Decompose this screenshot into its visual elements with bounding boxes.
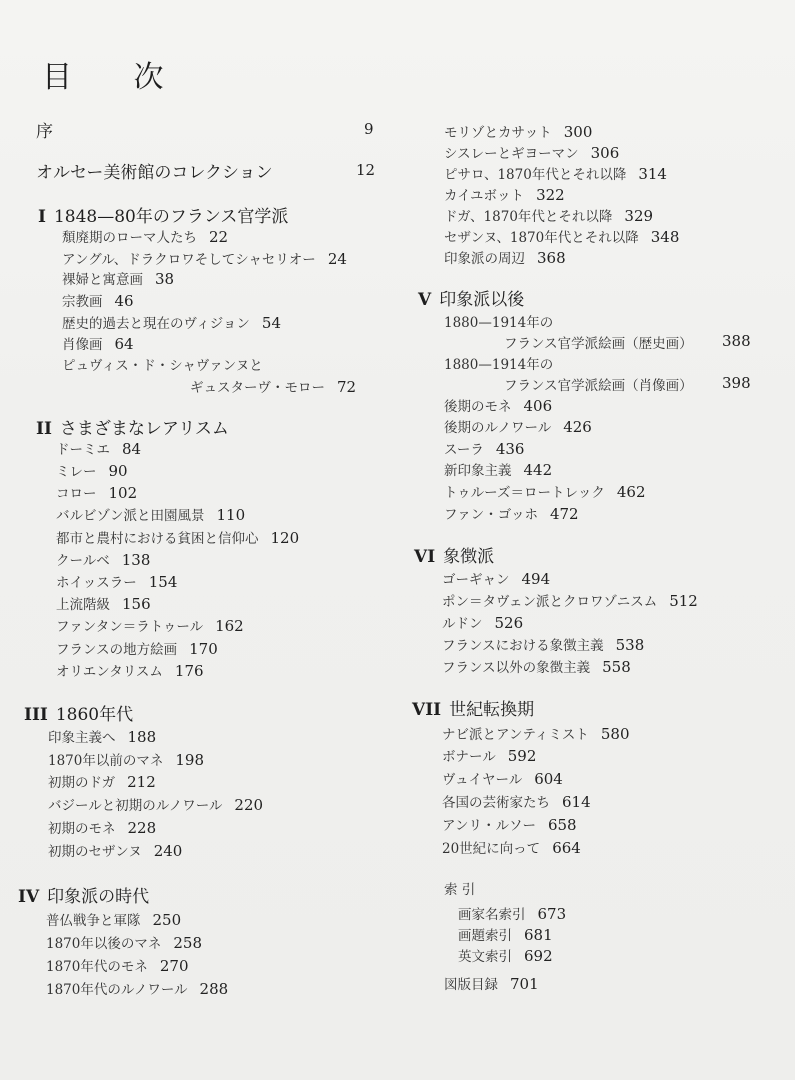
toc-entry[interactable] (48, 840, 182, 860)
entry-page: 692 (524, 947, 553, 965)
toc-entry[interactable] (56, 638, 218, 658)
collection-title[interactable]: オルセー美術館のコレクション (36, 163, 273, 183)
entry-page: 138 (121, 551, 151, 569)
entry-title: ゴーギャン (442, 572, 510, 588)
entry-page: 38 (155, 270, 175, 288)
entry-page: 614 (562, 793, 591, 811)
toc-entry[interactable] (56, 571, 177, 591)
entry-page: 84 (122, 440, 142, 458)
entry-title: 画家名索引 (458, 907, 526, 923)
entry-page: 120 (270, 529, 300, 547)
preface-page: 9 (364, 120, 374, 138)
entry-title: コロー (56, 486, 97, 502)
entry-page: 188 (127, 728, 157, 746)
entry-page: 102 (108, 484, 138, 502)
entry-title: 初期のセザンヌ (48, 844, 142, 860)
entry-page: 398 (722, 374, 751, 392)
toc-entry[interactable] (504, 332, 693, 352)
entry-title: 新印象主義 (444, 463, 512, 479)
toc-entry[interactable] (442, 590, 698, 610)
entry-title: 1870年代のモネ (46, 959, 148, 975)
section-5-title: 印象派以後 (439, 290, 525, 310)
entry-page: 426 (563, 418, 592, 436)
entry-title: セザンヌ、1870年代とそれ以降 (444, 230, 639, 246)
index-heading[interactable]: 索 引 (444, 882, 476, 898)
entry-title: 印象主義へ (48, 730, 116, 746)
toc-entry[interactable] (56, 593, 151, 613)
entry-page: 250 (152, 911, 182, 929)
toc-entry[interactable] (48, 817, 156, 837)
entry-page: 592 (507, 747, 537, 765)
entry-page: 90 (108, 462, 128, 480)
entry-title: 裸婦と寓意画 (62, 272, 143, 288)
entry-page: 388 (722, 332, 751, 350)
toc-entry[interactable] (444, 205, 653, 225)
entry-title: 画題索引 (458, 928, 512, 944)
entry-title: 1870年代のルノワール (46, 982, 188, 998)
entry-title: ピュヴィス・ド・シャヴァンヌと (62, 358, 263, 374)
section-6-heading[interactable] (414, 542, 494, 567)
entry-page: 54 (261, 314, 282, 332)
entry-page: 558 (602, 658, 631, 676)
entry-title: 英文索引 (458, 949, 512, 965)
section-3-title: 1860年代 (55, 705, 134, 725)
toc-entry[interactable] (62, 226, 228, 246)
section-1-title: 1848—80年のフランス官学派 (53, 207, 289, 227)
toc-entry[interactable] (56, 660, 204, 680)
toc-entry[interactable] (442, 768, 563, 788)
toc-entry[interactable] (442, 814, 577, 834)
toc-entry[interactable] (458, 924, 553, 944)
entry-title: ポン＝タヴェン派とクロワゾニスム (442, 594, 658, 610)
toc-entry[interactable] (444, 163, 667, 183)
toc-entry[interactable] (442, 723, 630, 743)
toc-entry[interactable] (444, 311, 553, 331)
entry-page: 406 (523, 397, 553, 415)
toc-entry[interactable] (56, 549, 150, 569)
entry-page: 538 (615, 636, 645, 654)
toc-entry[interactable] (62, 312, 281, 332)
entry-title: 上流階級 (56, 597, 110, 613)
toc-entry[interactable] (62, 333, 134, 353)
entry-title: 普仏戦争と軍隊 (46, 913, 141, 929)
toc-entry[interactable] (458, 903, 566, 923)
toc-entry[interactable] (56, 615, 244, 635)
toc-entry[interactable] (48, 794, 263, 814)
entry-page: 472 (549, 505, 579, 523)
entry-page: 212 (127, 773, 156, 791)
entry-title: 1880—1914年の (444, 315, 554, 331)
entry-title: 印象派の周辺 (444, 251, 525, 267)
entry-page: 368 (537, 249, 566, 267)
entry-page: 170 (189, 640, 218, 658)
toc-entry[interactable] (48, 771, 156, 791)
toc-entry[interactable] (444, 184, 565, 204)
entry-page: 228 (127, 819, 157, 837)
entry-title: ファンタン＝ラトゥール (56, 619, 204, 635)
section-2-heading[interactable] (36, 414, 229, 439)
entry-title: 都市と農村における貧困と信仰心 (56, 531, 259, 547)
toc-entry[interactable] (56, 527, 299, 547)
entry-title: ナビ派とアンティミスト (442, 727, 589, 743)
entry-page: 314 (638, 165, 667, 183)
entry-title: ギュスターヴ・モロー (190, 380, 325, 396)
entry-title: 20世紀に向って (442, 841, 541, 857)
toc-entry[interactable] (46, 955, 189, 975)
section-5-heading[interactable] (418, 285, 524, 310)
entry-title: アンリ・ルソー (442, 818, 536, 834)
toc-entry[interactable] (442, 837, 581, 857)
entry-page: 258 (173, 934, 202, 952)
toc-entry[interactable] (190, 376, 356, 396)
entry-title: 1870年以前のマネ (48, 753, 164, 769)
toc-entry[interactable] (442, 568, 550, 588)
entry-page: 494 (521, 570, 551, 588)
page-title: 目 次 (42, 60, 190, 95)
entry-title: オリエンタリスム (56, 664, 163, 680)
toc-entry[interactable] (442, 634, 644, 654)
section-6-num: VI (414, 547, 436, 567)
section-4-num: IV (18, 887, 40, 907)
entry-page: 72 (337, 378, 357, 396)
entry-page: 240 (153, 842, 183, 860)
toc-entry[interactable] (62, 290, 134, 310)
toc-entry[interactable] (444, 142, 619, 162)
entry-page: 220 (234, 796, 264, 814)
toc-entry[interactable] (442, 612, 523, 632)
section-4-heading[interactable] (18, 882, 149, 907)
entry-title: 後期のモネ (444, 399, 512, 415)
section-6-title: 象徴派 (443, 547, 495, 567)
section-1-heading[interactable] (38, 202, 288, 227)
entry-title: 各国の芸術家たち (442, 795, 550, 811)
collection-page: 12 (356, 161, 376, 179)
entry-title: 肖像画 (62, 337, 103, 353)
entry-title: クールベ (56, 553, 110, 569)
section-7-num: VII (412, 700, 442, 720)
entry-page: 270 (159, 957, 189, 975)
entry-page: 681 (524, 926, 553, 944)
entry-title: 初期のモネ (48, 821, 116, 837)
entry-page: 604 (534, 770, 563, 788)
entry-title: トゥルーズ＝ロートレック (444, 485, 605, 501)
entry-title: ドガ、1870年代とそれ以降 (444, 209, 613, 225)
toc-entry[interactable] (46, 932, 202, 952)
entry-page: 24 (327, 250, 347, 268)
toc-entry[interactable] (442, 745, 536, 765)
entry-page: 46 (114, 292, 134, 310)
entry-page: 22 (209, 228, 229, 246)
entry-title: ミレー (56, 464, 97, 480)
entry-page: 306 (590, 144, 620, 162)
entry-page: 110 (216, 506, 246, 524)
entry-page: 436 (495, 440, 525, 458)
toc-entry[interactable] (62, 354, 263, 374)
entry-title: 1870年以後のマネ (46, 936, 162, 952)
toc-entry[interactable] (48, 726, 156, 746)
entry-title: 頽廃期のローマ人たち (62, 230, 197, 246)
entry-title: アングル、ドラクロワそしてシャセリオー (62, 252, 316, 268)
toc-entry[interactable] (62, 268, 174, 288)
entry-title: 歴史的過去と現在のヴィジョン (62, 316, 250, 332)
toc-entry[interactable] (444, 121, 592, 141)
section-2-title: さまざまなレアリスム (59, 419, 229, 439)
entry-page: 580 (600, 725, 630, 743)
toc-entry[interactable] (444, 459, 552, 479)
entry-title: シスレーとギヨーマン (444, 146, 579, 162)
entry-page: 64 (114, 335, 134, 353)
entry-title: フランスの地方絵画 (56, 642, 178, 658)
toc-entry[interactable] (504, 374, 693, 394)
entry-page: 462 (616, 483, 646, 501)
entry-title: 初期のドガ (48, 775, 116, 791)
section-5-num: V (418, 290, 432, 310)
toc-entry[interactable] (46, 978, 228, 998)
entry-page: 664 (552, 839, 581, 857)
entry-title: ボナール (442, 749, 496, 765)
toc-entry[interactable] (56, 504, 245, 524)
entry-page: 526 (494, 614, 524, 632)
toc-entry[interactable] (62, 248, 347, 268)
entry-title: バルビゾン派と田園風景 (56, 508, 205, 524)
entry-title: ホイッスラー (56, 575, 137, 591)
entry-title: 後期のルノワール (444, 420, 552, 436)
toc-entry[interactable] (56, 482, 137, 502)
entry-page: 348 (650, 228, 680, 246)
section-2-num: II (36, 419, 52, 439)
toc-entry[interactable] (56, 438, 141, 458)
toc-entry[interactable] (444, 226, 679, 246)
toc-entry[interactable] (442, 656, 631, 676)
section-7-title: 世紀転換期 (449, 700, 535, 720)
entry-page: 176 (174, 662, 204, 680)
entry-title: スーラ (444, 442, 484, 458)
entry-page: 701 (510, 975, 539, 993)
toc-entry[interactable] (444, 481, 646, 501)
entry-title: モリゾとカサット (444, 125, 552, 141)
entry-page: 300 (563, 123, 593, 141)
entry-page: 198 (175, 751, 204, 769)
toc-entry[interactable] (458, 945, 553, 965)
toc-entry[interactable] (56, 460, 128, 480)
entry-title: フランス官学派絵画（歴史画） (504, 336, 693, 352)
preface-title[interactable]: 序 (36, 122, 53, 142)
entry-title: ドーミエ (56, 442, 110, 458)
entry-title: フランス官学派絵画（肖像画） (504, 378, 693, 394)
entry-title: 図版目録 (444, 977, 498, 993)
section-7-heading[interactable] (412, 695, 534, 720)
entry-title: ファン・ゴッホ (444, 507, 538, 523)
toc-entry[interactable] (442, 791, 591, 811)
entry-title: フランス以外の象徴主義 (442, 660, 591, 676)
toc-entry[interactable] (444, 353, 553, 373)
entry-page: 329 (624, 207, 654, 225)
section-3-num: III (24, 705, 48, 725)
section-4-title: 印象派の時代 (47, 887, 150, 907)
entry-title: 宗教画 (62, 294, 103, 310)
entry-title: ピサロ、1870年代とそれ以降 (444, 167, 627, 183)
entry-page: 162 (215, 617, 244, 635)
entry-title: 1880—1914年の (444, 357, 554, 373)
entry-page: 512 (669, 592, 698, 610)
toc-entry[interactable] (48, 749, 204, 769)
toc-entry[interactable] (444, 395, 552, 415)
section-1-num: I (38, 207, 46, 227)
section-3-heading[interactable] (24, 700, 133, 725)
plates-list-entry[interactable] (444, 973, 539, 993)
entry-page: 322 (536, 186, 565, 204)
toc-entry[interactable] (444, 416, 592, 436)
entry-page: 154 (148, 573, 178, 591)
toc-entry[interactable] (46, 909, 181, 929)
entry-title: バジールと初期のルノワール (48, 798, 223, 814)
entry-title: カイユボット (444, 188, 525, 204)
toc-entry[interactable] (444, 438, 524, 458)
entry-title: フランスにおける象徴主義 (442, 638, 604, 654)
entry-page: 442 (523, 461, 553, 479)
entry-page: 288 (199, 980, 229, 998)
entry-title: ヴュイヤール (442, 772, 523, 788)
entry-page: 673 (537, 905, 567, 923)
entry-page: 658 (547, 816, 577, 834)
toc-entry[interactable] (444, 503, 579, 523)
entry-title: ルドン (442, 616, 483, 632)
toc-entry[interactable] (444, 247, 566, 267)
entry-page: 156 (122, 595, 151, 613)
